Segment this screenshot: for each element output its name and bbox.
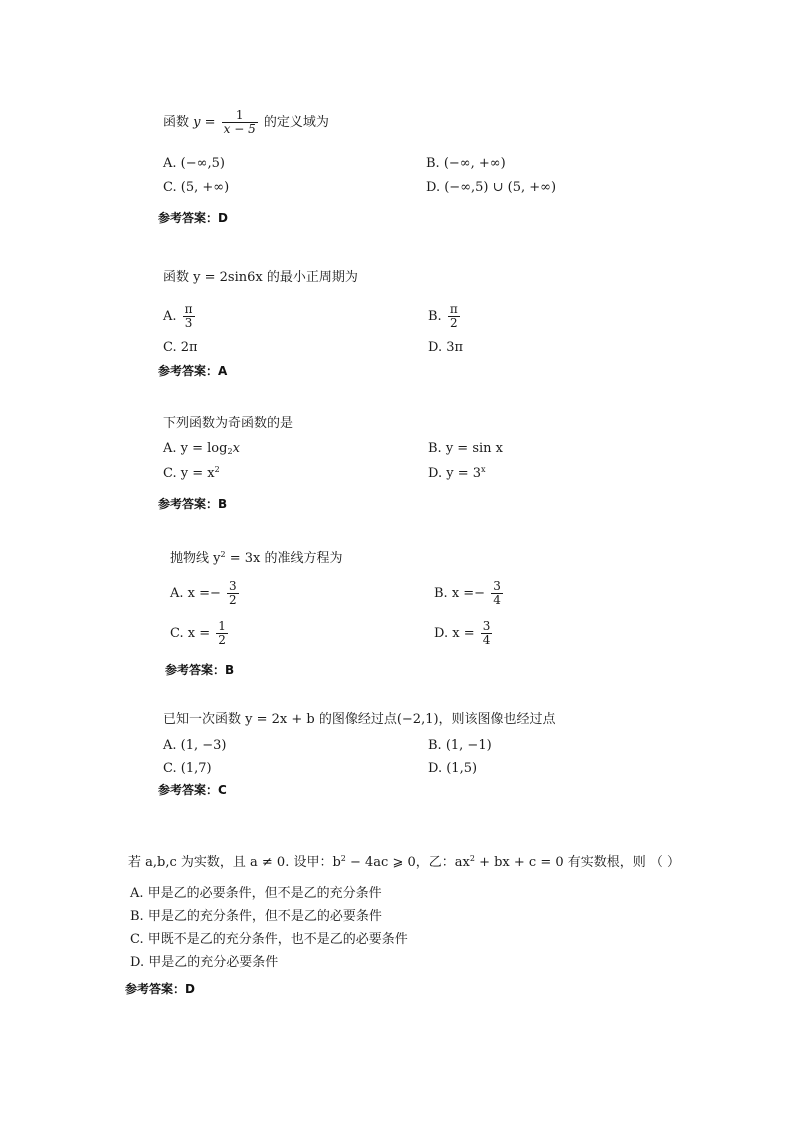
q1-fraction xyxy=(222,109,258,136)
q3-option-c-prefix: C. y = x xyxy=(163,466,215,481)
q6-stem-a: 若 a,b,c 为实数，且 a ≠ 0. 设甲：b xyxy=(128,855,341,870)
q4-stem-prefix: 抛物线 y xyxy=(170,551,221,566)
q2-answer: 参考答案：A xyxy=(158,364,228,378)
q4-stem xyxy=(170,547,342,566)
q3-stem: 下列函数为奇函数的是 xyxy=(163,416,294,431)
q3-option-d-prefix: D. y = 3 xyxy=(428,466,481,481)
q4-option-d-num: 3 xyxy=(482,619,491,633)
q3-answer: 参考答案：B xyxy=(158,497,228,511)
q3-option-d-sup: x xyxy=(481,465,486,474)
q4-option-c-num: 1 xyxy=(218,619,226,633)
q1-option-b: B. (−∞, +∞) xyxy=(426,156,506,171)
q4-answer: 参考答案：B xyxy=(165,663,235,677)
q5-option-a: A. (1, −3) xyxy=(163,738,227,753)
q4-option-b-num: 3 xyxy=(493,579,501,593)
q4-option-a-den: 2 xyxy=(229,593,237,608)
q2-option-a-num: π xyxy=(184,302,193,316)
q4-option-b-fraction xyxy=(491,580,503,607)
q2-option-b xyxy=(428,303,462,330)
q2-option-d: D. 3π xyxy=(428,340,464,355)
q3-option-a-suffix: x xyxy=(232,441,240,456)
q4-option-c-prefix: C. x = xyxy=(170,626,211,642)
q4-option-d xyxy=(434,620,494,647)
q3-option-a-prefix: A. y = log xyxy=(163,441,228,456)
q2-option-b-num: π xyxy=(449,302,458,316)
q1-frac-num: 1 xyxy=(222,109,258,123)
q4-option-d-prefix: D. x = xyxy=(434,626,475,642)
q5-answer: 参考答案：C xyxy=(158,783,227,797)
q2-stem: 函数 y = 2sin6x 的最小正周期为 xyxy=(163,270,358,285)
q6-stem-sup1: 2 xyxy=(340,854,346,863)
q5-option-c: C. (1,7) xyxy=(163,761,212,776)
q4-option-c-fraction xyxy=(216,620,228,647)
q4-option-d-fraction xyxy=(481,620,493,647)
q4-option-b-prefix: B. x =− xyxy=(434,586,486,602)
q4-option-b-den: 4 xyxy=(493,593,501,608)
q1-option-c: C. (5, +∞) xyxy=(163,180,230,195)
q2-option-a xyxy=(163,303,197,330)
q1-stem-suffix: 的定义域为 xyxy=(263,115,329,131)
q4-stem-suffix: = 3x 的准线方程为 xyxy=(225,551,343,566)
q1-y-eq: y = xyxy=(193,115,216,131)
q2-option-a-den: 3 xyxy=(184,316,193,331)
q3-option-b: B. y = sin x xyxy=(428,441,503,456)
q6-stem-sup2: 2 xyxy=(469,854,475,863)
q1-stem xyxy=(163,109,329,136)
q6-answer: 参考答案：D xyxy=(125,982,195,996)
q2-option-b-label: B. xyxy=(428,309,442,325)
q2-option-b-fraction xyxy=(448,303,460,330)
q1-frac-den: x − 5 xyxy=(223,122,256,137)
q4-option-c-den: 2 xyxy=(218,633,226,648)
q1-option-a: A. (−∞,5) xyxy=(163,156,225,171)
q3-option-c-sup: 2 xyxy=(214,465,220,474)
q6-option-c: C. 甲既不是乙的充分条件，也不是乙的必要条件 xyxy=(130,932,408,947)
q5-stem: 已知一次函数 y = 2x + b 的图像经过点(−2,1)，则该图像也经过点 xyxy=(163,712,556,727)
q6-option-b: B. 甲是乙的充分条件，但不是乙的必要条件 xyxy=(130,909,382,924)
q1-stem-prefix: 函数 xyxy=(163,115,190,131)
q4-option-a xyxy=(170,580,241,607)
q2-option-c: C. 2π xyxy=(163,340,198,355)
q5-option-d: D. (1,5) xyxy=(428,761,478,776)
q4-option-b xyxy=(434,580,505,607)
q5-option-b: B. (1, −1) xyxy=(428,738,492,753)
q6-stem xyxy=(128,851,680,870)
q2-option-b-den: 2 xyxy=(449,316,458,331)
q4-option-a-fraction xyxy=(227,580,239,607)
q4-stem-sup: 2 xyxy=(220,550,226,559)
q2-option-a-fraction xyxy=(183,303,195,330)
q3-option-a-sub: 2 xyxy=(227,447,233,456)
q3-option-c xyxy=(163,465,220,481)
q1-option-d: D. (−∞,5) ∪ (5, +∞) xyxy=(426,180,557,195)
q4-option-d-den: 4 xyxy=(482,633,491,648)
q6-stem-b: − 4ac ⩾ 0，乙：ax xyxy=(345,855,470,870)
q6-stem-c: + bx + c = 0 有实数根，则 （ ） xyxy=(474,855,681,870)
q3-option-a xyxy=(163,441,240,456)
q3-option-d xyxy=(428,465,486,481)
q6-option-a: A. 甲是乙的必要条件，但不是乙的充分条件 xyxy=(130,886,382,901)
q2-option-a-label: A. xyxy=(163,309,177,325)
q4-option-c xyxy=(170,620,230,647)
q1-answer: 参考答案：D xyxy=(158,211,228,225)
q4-option-a-num: 3 xyxy=(229,579,237,593)
q4-option-a-prefix: A. x =− xyxy=(170,586,221,602)
q6-option-d: D. 甲是乙的充分必要条件 xyxy=(130,955,279,970)
